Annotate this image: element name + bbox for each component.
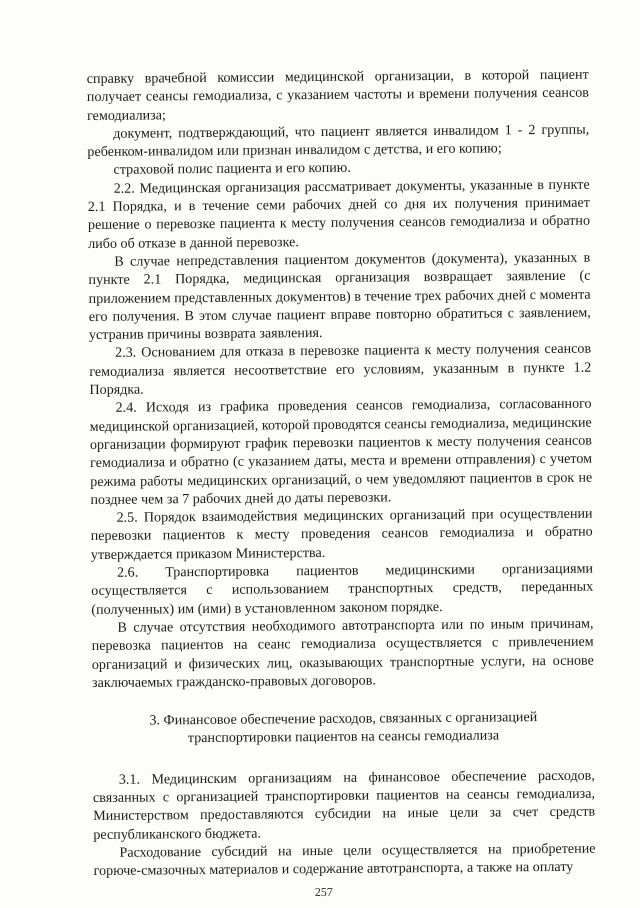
paragraph-2-2: 2.2. Медицинская организация рассматривает документы, указанные в пункте 2.1 Порядка, и в течение семи рабочих дней со дня их получения принимает решение о перевозке пациента к месту получения сеансов гемодиализа и обратно либо об отказе в данной перевозке. (87, 176, 591, 252)
page-number: 257 (314, 884, 333, 900)
paragraph-no-transport: В случае отсутствия необходимого автотранспорта или по иным причинам, перевозка пациентов на сеанс гемодиализа осуществляется с привлечением организаций и физических лиц, оказывающих транспортные услуги, на основе заключаемых гражданско-правовых договоров. (91, 615, 594, 691)
paragraph-insurance-policy: страховой полис пациента и его копию. (113, 160, 351, 179)
paragraph-document-return: В случае непредставления пациентом документов (документа), указанных в пункте 2.1 Порядка, медицинская организация возвращает заявление (с приложением представленных документов) в течение трех рабочих дней с момента его получения. В этом случае пациент вправе повторно обратиться с заявлением, устранив причины возврата заявления. (88, 249, 591, 344)
paragraph-disability-document: документ, подтверждающий, что пациент является инвалидом 1 - 2 группы, ребенком-инвалидом или признан инвалидом с детства, и его копию; (87, 121, 590, 161)
paragraph-2-4: 2.4. Исходя из графика проведения сеансов гемодиализа, согласованного медицинской организацией, которой проводятся сеансы гемодиализа, медицинские организации формируют график перевозки пациентов к месту получения сеансов гемодиализа и обратно (с указанием даты, места и времени отправления) с учетом режима работы медицинских организаций, о чем уведомляют пациентов в срок не позднее чем за 7 рабочих дней до даты перевозки. (89, 395, 593, 508)
paragraph-commission-certificate: справку врачебной комиссии медицинской организации, в которой пациент получает сеансы гемодиализа, с указанием частоты и времени получения сеансов гемодиализа; (86, 66, 589, 124)
paragraph-2-5: 2.5. Порядок взаимодействия медицинских организаций при осуществлении перевозки пациентов к месту проведения сеансов гемодиализа и обратно утверждается приказом Министерства. (90, 505, 593, 563)
paragraph-2-3: 2.3. Основанием для отказа в перевозке пациента к месту получения сеансов гемодиализа является несоответствие его условиям, указанным в пункте 1.2 Порядка. (89, 341, 592, 399)
paragraph-3-1: 3.1. Медицинским организациям на финансовое обеспечение расходов, связанных с организацией транспортировки пациентов на сеансы гемодиализа, Министерством предоставляются субсидии на иные цели за счет средств республиканского бюджета. (92, 767, 596, 843)
section-heading-3: 3. Финансовое обеспечение расходов, связанных с организацией транспортировки пациентов на сеансы гемодиализа (149, 709, 538, 747)
paragraph-subsidy-spending: Расходование субсидий на иные цели осуществляется на приобретение горюче-смазочных материалов и содержание автотранспорта, а также на оплату (93, 840, 596, 880)
paragraph-2-6: 2.6. Транспортировка пациентов медицинскими организациями осуществляется с использованием транспортных средств, переданных (полученных) им (ими) в установленном законом порядке. (91, 560, 594, 618)
